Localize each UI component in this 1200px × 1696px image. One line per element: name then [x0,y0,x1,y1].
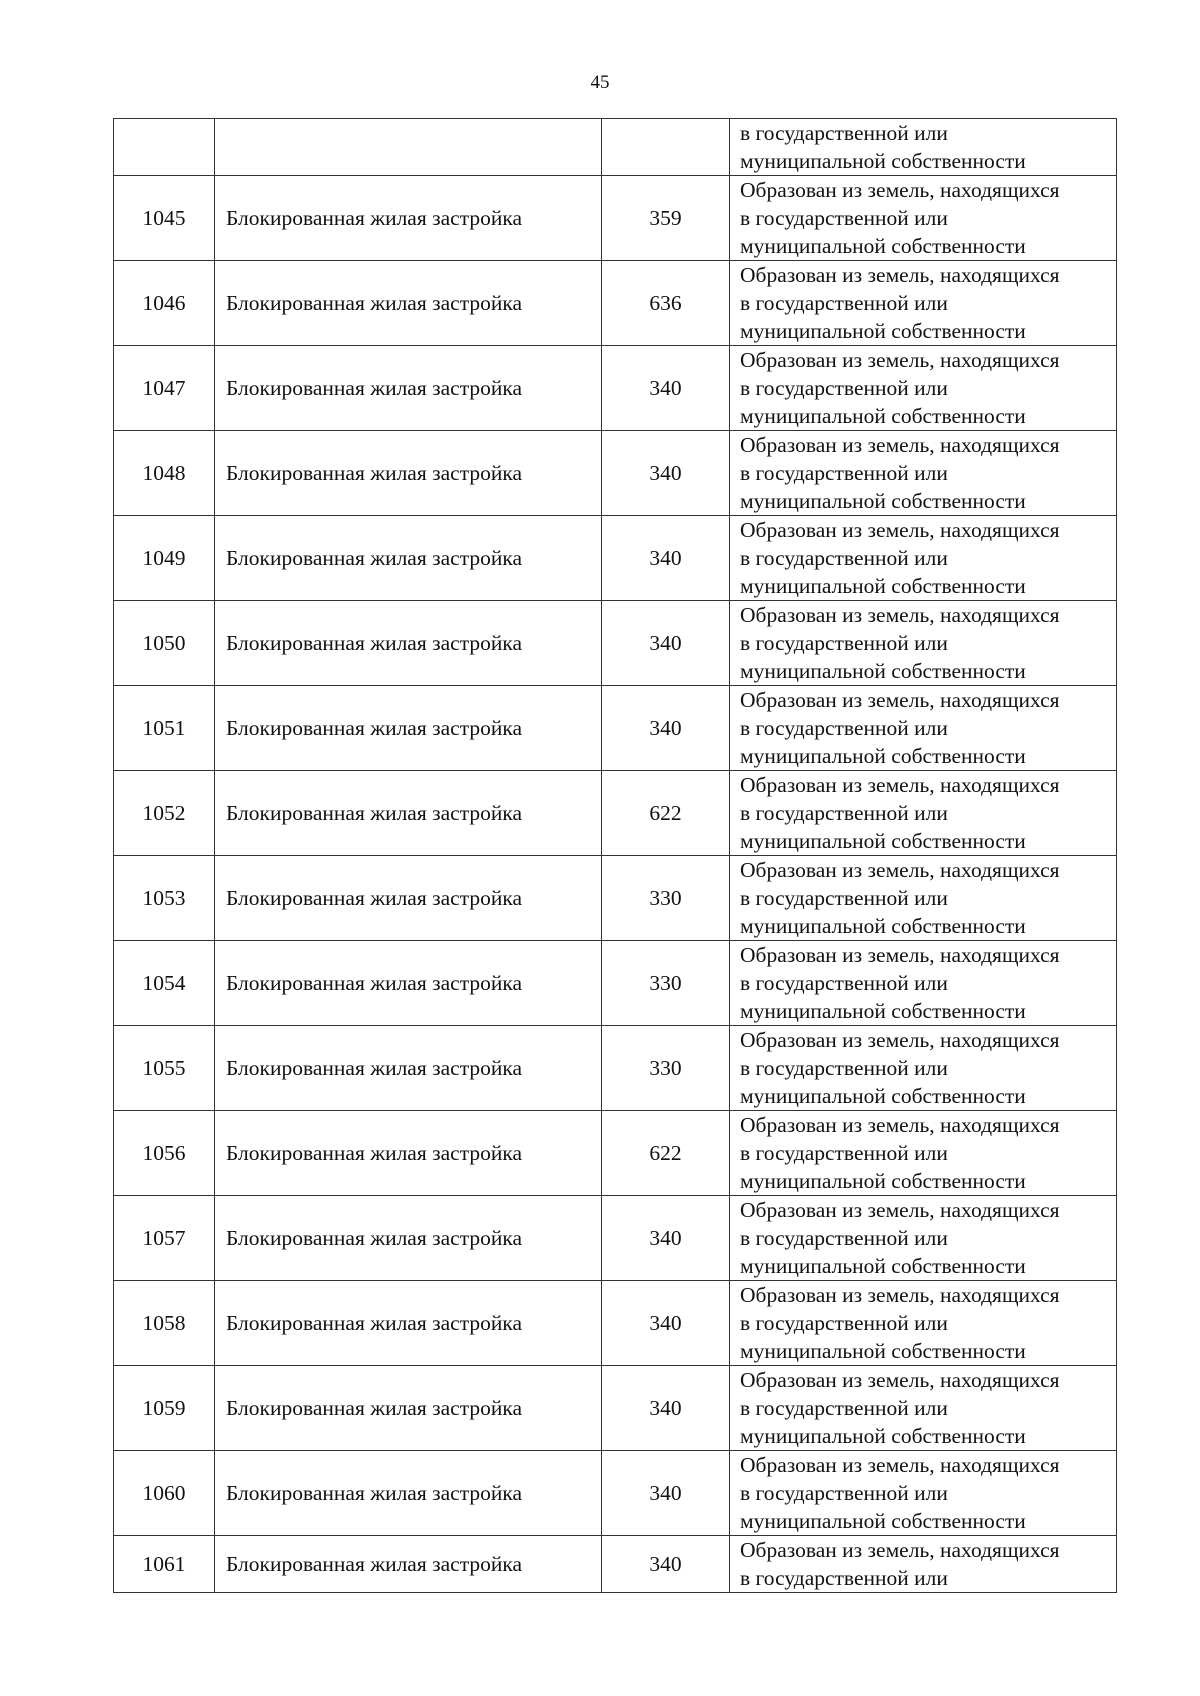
note-line: Образован из земель, находящихся [740,858,1060,882]
plot-number-cell: 1048 [114,431,215,516]
area-cell: 340 [602,686,730,771]
note-line: муниципальной собственности [740,149,1026,173]
note-line: муниципальной собственности [740,1084,1026,1108]
area-cell: 330 [602,856,730,941]
note-line: Образован из земель, находящихся [740,1198,1060,1222]
permitted-use-cell: Блокированная жилая застройка [215,176,602,261]
note-line: в государственной или [740,1141,948,1165]
permitted-use-cell: Блокированная жилая застройка [215,1111,602,1196]
note-cell [730,1281,1117,1366]
table-row [114,856,1117,941]
note-cell [730,1451,1117,1536]
area-cell: 340 [602,346,730,431]
note-line: Образован из земель, находящихся [740,1538,1060,1562]
note-line: в государственной или [740,1396,948,1420]
note-cell [730,1536,1117,1593]
note-line: в государственной или [740,886,948,910]
area-cell: 636 [602,261,730,346]
note-line: муниципальной собственности [740,319,1026,343]
area-cell: 340 [602,516,730,601]
note-cell [730,261,1117,346]
permitted-use-cell: Блокированная жилая застройка [215,1026,602,1111]
permitted-use-cell: Блокированная жилая застройка [215,1451,602,1536]
note-line: муниципальной собственности [740,829,1026,853]
area-cell: 340 [602,1196,730,1281]
plot-number-cell: 1059 [114,1366,215,1451]
permitted-use-cell [215,119,602,176]
permitted-use-cell: Блокированная жилая застройка [215,516,602,601]
table-row [114,1451,1117,1536]
table-row [114,686,1117,771]
note-cell [730,686,1117,771]
permitted-use-cell: Блокированная жилая застройка [215,1366,602,1451]
table-row [114,119,1117,176]
note-line: муниципальной собственности [740,489,1026,513]
permitted-use-cell: Блокированная жилая застройка [215,686,602,771]
plot-number-cell: 1045 [114,176,215,261]
note-cell [730,516,1117,601]
note-line: в государственной или [740,546,948,570]
note-cell [730,176,1117,261]
permitted-use-cell: Блокированная жилая застройка [215,856,602,941]
note-line: Образован из земель, находящихся [740,688,1060,712]
note-cell [730,941,1117,1026]
note-line: в государственной или [740,1226,948,1250]
plot-number-cell: 1047 [114,346,215,431]
note-line: Образован из земель, находящихся [740,1028,1060,1052]
area-cell [602,119,730,176]
table-row [114,771,1117,856]
note-line: в государственной или [740,1566,948,1590]
note-cell [730,856,1117,941]
note-line: в государственной или [740,801,948,825]
table-row [114,1111,1117,1196]
note-line: Образован из земель, находящихся [740,1283,1060,1307]
note-line: муниципальной собственности [740,1339,1026,1363]
note-line: муниципальной собственности [740,999,1026,1023]
permitted-use-cell: Блокированная жилая застройка [215,1536,602,1593]
plot-number-cell: 1060 [114,1451,215,1536]
note-line: в государственной или [740,291,948,315]
note-cell [730,431,1117,516]
note-cell [730,771,1117,856]
note-line: муниципальной собственности [740,659,1026,683]
note-line: Образован из земель, находящихся [740,1453,1060,1477]
note-line: муниципальной собственности [740,744,1026,768]
note-cell [730,601,1117,686]
note-line: Образован из земель, находящихся [740,433,1060,457]
area-cell: 359 [602,176,730,261]
area-cell: 330 [602,941,730,1026]
table-row [114,1281,1117,1366]
plot-number-cell: 1052 [114,771,215,856]
note-line: в государственной или [740,716,948,740]
note-line: Образован из земель, находящихся [740,1368,1060,1392]
note-line: Образован из земель, находящихся [740,348,1060,372]
note-line: муниципальной собственности [740,234,1026,258]
note-line: Образован из земель, находящихся [740,603,1060,627]
plot-number-cell [114,119,215,176]
permitted-use-cell: Блокированная жилая застройка [215,346,602,431]
note-cell [730,346,1117,431]
table-row [114,1026,1117,1111]
permitted-use-cell: Блокированная жилая застройка [215,771,602,856]
note-line: Образован из земель, находящихся [740,1113,1060,1137]
note-cell [730,119,1117,176]
table-row [114,601,1117,686]
note-line: в государственной или [740,1481,948,1505]
area-cell: 340 [602,1281,730,1366]
table-row [114,941,1117,1026]
note-cell [730,1196,1117,1281]
table-row [114,1536,1117,1593]
plot-number-cell: 1055 [114,1026,215,1111]
permitted-use-cell: Блокированная жилая застройка [215,261,602,346]
plot-number-cell: 1058 [114,1281,215,1366]
table-row [114,261,1117,346]
permitted-use-cell: Блокированная жилая застройка [215,601,602,686]
area-cell: 340 [602,1366,730,1451]
permitted-use-cell: Блокированная жилая застройка [215,941,602,1026]
note-cell [730,1366,1117,1451]
note-cell [730,1026,1117,1111]
table-row [114,516,1117,601]
note-cell [730,1111,1117,1196]
permitted-use-cell: Блокированная жилая застройка [215,1196,602,1281]
table-row [114,176,1117,261]
note-line: в государственной или [740,121,948,145]
note-line: в государственной или [740,461,948,485]
area-cell: 340 [602,601,730,686]
note-line: муниципальной собственности [740,574,1026,598]
plot-number-cell: 1056 [114,1111,215,1196]
table-row [114,431,1117,516]
note-line: в государственной или [740,971,948,995]
note-line: Образован из земель, находящихся [740,263,1060,287]
plot-number-cell: 1057 [114,1196,215,1281]
table-body [114,119,1117,1593]
note-line: в государственной или [740,376,948,400]
plot-number-cell: 1051 [114,686,215,771]
plot-number-cell: 1046 [114,261,215,346]
table-row [114,346,1117,431]
area-cell: 340 [602,1536,730,1593]
note-line: муниципальной собственности [740,914,1026,938]
table-row [114,1366,1117,1451]
note-line: муниципальной собственности [740,1254,1026,1278]
permitted-use-cell: Блокированная жилая застройка [215,431,602,516]
note-line: в государственной или [740,631,948,655]
permitted-use-cell: Блокированная жилая застройка [215,1281,602,1366]
note-line: муниципальной собственности [740,1169,1026,1193]
plot-number-cell: 1053 [114,856,215,941]
page-number: 45 [590,72,610,93]
note-line: муниципальной собственности [740,1509,1026,1533]
area-cell: 622 [602,1111,730,1196]
area-cell: 340 [602,1451,730,1536]
note-line: в государственной или [740,206,948,230]
plot-number-cell: 1054 [114,941,215,1026]
note-line: в государственной или [740,1056,948,1080]
area-cell: 330 [602,1026,730,1111]
plot-number-cell: 1061 [114,1536,215,1593]
note-line: Образован из земель, находящихся [740,773,1060,797]
note-line: муниципальной собственности [740,1424,1026,1448]
table-row [114,1196,1117,1281]
land-plots-table [113,118,1117,1593]
note-line: Образован из земель, находящихся [740,518,1060,542]
note-line: муниципальной собственности [740,404,1026,428]
area-cell: 622 [602,771,730,856]
note-line: в государственной или [740,1311,948,1335]
note-line: Образован из земель, находящихся [740,178,1060,202]
note-line: Образован из земель, находящихся [740,943,1060,967]
plot-number-cell: 1050 [114,601,215,686]
plot-number-cell: 1049 [114,516,215,601]
area-cell: 340 [602,431,730,516]
